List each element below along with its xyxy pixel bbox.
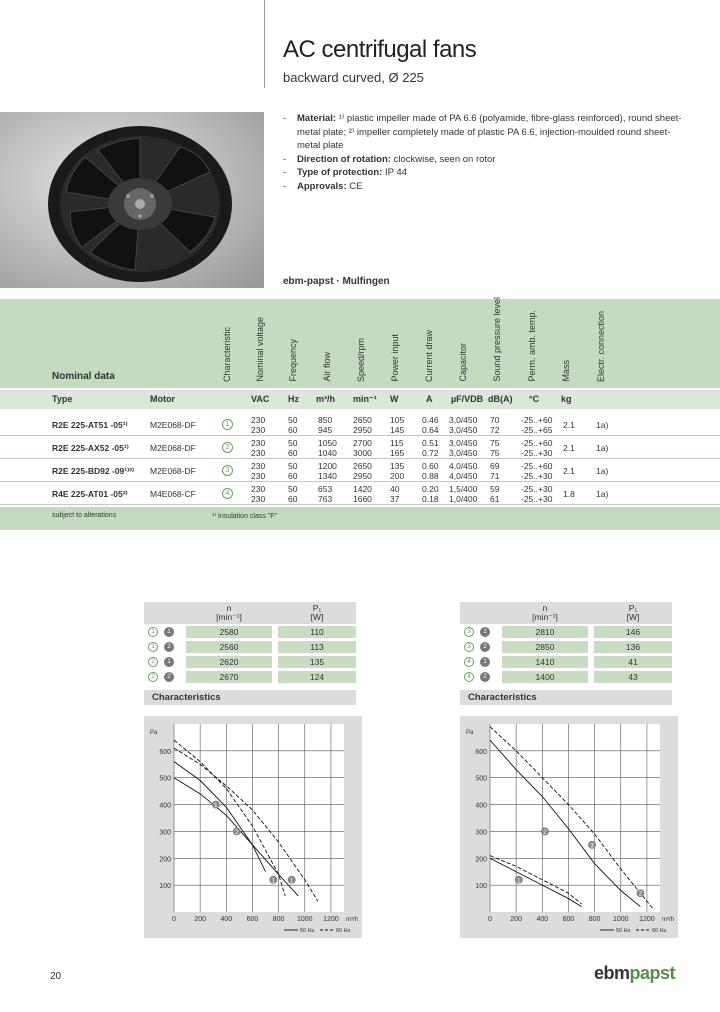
op-right-p-unit: [W] — [626, 612, 640, 622]
op-speed: 1410 — [502, 656, 588, 668]
col-power: Power input — [390, 334, 400, 382]
op-power: 136 — [594, 641, 672, 653]
cell-current: 0.51 — [422, 438, 439, 448]
cell-speed: 2650 — [353, 461, 372, 471]
x-tick-label: 600 — [246, 916, 259, 923]
y-tick-label: 100 — [475, 883, 487, 891]
unit-vac: VAC — [251, 394, 270, 404]
col-mass: Mass — [561, 360, 571, 382]
x-tick-label: 0 — [488, 916, 492, 923]
cell-hz: 60 — [288, 425, 298, 435]
op-power: 124 — [278, 671, 356, 683]
op-speed: 2620 — [186, 656, 272, 668]
unit-speed: min⁻¹ — [353, 394, 377, 404]
curve-marker: 2 — [148, 657, 158, 667]
footnote-insulation: ¹⁾ Insulation class "F" — [212, 513, 278, 520]
op-right-n-unit: [min⁻¹] — [532, 612, 558, 622]
op-power: 146 — [594, 626, 672, 638]
cell-vac: 230 — [251, 484, 266, 494]
cell-hz: 50 — [288, 438, 298, 448]
cell-speed: 3000 — [353, 448, 372, 458]
cell-speed: 2700 — [353, 438, 372, 448]
cell-current: 0.20 — [422, 484, 439, 494]
feature-rotation: - Direction of rotation: clockwise, seen on rotor — [283, 153, 683, 167]
cell-current: 0.88 — [422, 471, 439, 481]
cell-temp: -25..+30 — [521, 448, 553, 458]
col-sound: Sound pressure level — [492, 297, 502, 382]
cell-mass: 2.1 — [563, 420, 575, 430]
point-marker: 1 — [164, 657, 174, 667]
y-tick-label: 400 — [159, 802, 171, 810]
y-tick-label: 600 — [475, 748, 487, 756]
curve-marker: 1 — [148, 642, 158, 652]
table-units-row — [0, 390, 720, 409]
curve-marker: 3 — [464, 642, 474, 652]
y-tick-label: 100 — [159, 883, 171, 891]
cell-temp: -25..+60 — [521, 461, 553, 471]
legend-60hz: 60 Hz — [652, 928, 667, 934]
x-tick-label: 600 — [562, 916, 575, 923]
col-current: Current draw — [424, 329, 434, 382]
cell-vac: 230 — [251, 438, 266, 448]
company-name: ebm-papst · Mulfingen — [283, 276, 390, 287]
fan-photo — [0, 112, 264, 288]
unit-cap: µF/VDB — [451, 394, 484, 404]
cell-cap: 4,0/450 — [449, 461, 478, 471]
op-speed: 2810 — [502, 626, 588, 638]
cell-cap: 3,0/450 — [449, 448, 478, 458]
col-capacitor: Capacitor — [458, 343, 468, 382]
cell-db: 71 — [490, 471, 500, 481]
y-tick-label: 300 — [475, 829, 487, 837]
unit-power: W — [390, 394, 399, 404]
col-voltage: Nominal voltage — [255, 317, 265, 382]
col-connection: Electr. connection — [596, 310, 606, 382]
x-tick-label: 0 — [172, 916, 176, 923]
unit-hz: Hz — [288, 394, 299, 404]
chart-left-panel — [144, 716, 362, 938]
cell-db: 69 — [490, 461, 500, 471]
op-row — [460, 641, 672, 654]
row-type: R2E 225-AT51 -05¹⁾ — [52, 420, 128, 430]
cell-mass: 2.1 — [563, 443, 575, 453]
x-tick-label: 800 — [588, 916, 601, 923]
unit-motor: Motor — [150, 394, 175, 404]
footnote-alterations: subject to alterations — [52, 512, 117, 519]
op-row — [460, 671, 672, 684]
cell-hz: 50 — [288, 484, 298, 494]
cell-db: 70 — [490, 415, 500, 425]
page-title: AC centrifugal fans — [283, 36, 477, 63]
cell-hz: 60 — [288, 471, 298, 481]
op-power: 43 — [594, 671, 672, 683]
y-tick-label: 400 — [475, 802, 487, 810]
cell-flow: 1200 — [318, 461, 337, 471]
row-type: R4E 225-AT01 -05²⁾ — [52, 489, 128, 499]
cell-current: 0.72 — [422, 448, 439, 458]
y-tick-label: 200 — [475, 856, 487, 864]
unit-flow: m³/h — [316, 394, 335, 404]
cell-flow: 653 — [318, 484, 333, 494]
cell-hz: 60 — [288, 448, 298, 458]
feature-material: - Material: ¹⁾ plastic impeller made of PA 6.6 (polyamide, fibre-glass reinforced), round sheet-metal plate; ²⁾ impeller completely made of plastic PA 6.6, injection-moulded round sheet-metal plate — [283, 112, 683, 153]
op-row — [460, 656, 672, 669]
table-header — [0, 299, 720, 388]
op-left-n-unit: [min⁻¹] — [216, 612, 242, 622]
point-marker: 1 — [480, 627, 490, 637]
cell-vac: 230 — [251, 494, 266, 504]
operating-point-label: 2 — [235, 829, 239, 836]
curve-marker: 4 — [464, 672, 474, 682]
cell-power: 40 — [390, 484, 400, 494]
cell-flow: 1340 — [318, 471, 337, 481]
curve-marker: 4 — [464, 657, 474, 667]
chart-right-panel — [460, 716, 678, 938]
cell-vac: 230 — [251, 461, 266, 471]
cell-flow: 763 — [318, 494, 333, 504]
op-speed: 2560 — [186, 641, 272, 653]
point-marker: 2 — [164, 672, 174, 682]
table-row — [0, 437, 720, 459]
curve-marker: 3 — [464, 627, 474, 637]
cell-current: 0.18 — [422, 494, 439, 504]
plot-area — [490, 724, 660, 912]
cell-flow: 1050 — [318, 438, 337, 448]
point-marker: 1 — [164, 627, 174, 637]
cell-mass: 1.8 — [563, 489, 575, 499]
cell-vac: 230 — [251, 425, 266, 435]
cell-cap: 1,5/400 — [449, 484, 478, 494]
cell-speed: 2650 — [353, 415, 372, 425]
cell-temp: -25..+60 — [521, 438, 553, 448]
cell-temp: -25..+30 — [521, 484, 553, 494]
chart-left — [144, 716, 362, 938]
op-power: 41 — [594, 656, 672, 668]
unit-mass: kg — [561, 394, 572, 404]
table-row — [0, 414, 720, 436]
col-airflow: Air flow — [322, 352, 332, 382]
operating-points-right — [460, 602, 672, 684]
cell-current: 0.46 — [422, 415, 439, 425]
header-divider — [264, 0, 265, 88]
cell-temp: -25..+30 — [521, 494, 553, 504]
cell-power: 165 — [390, 448, 405, 458]
cell-power: 37 — [390, 494, 400, 504]
cell-vac: 230 — [251, 415, 266, 425]
x-tick-label: 1000 — [296, 916, 313, 923]
cell-flow: 1040 — [318, 448, 337, 458]
cell-speed: 2950 — [353, 471, 372, 481]
cell-speed: 2950 — [353, 425, 372, 435]
cell-cap: 4,0/450 — [449, 471, 478, 481]
cell-temp: -25..+65 — [521, 425, 553, 435]
characteristic-marker: 3 — [222, 465, 233, 476]
op-row — [144, 671, 356, 684]
row-motor: M2E068-DF — [150, 420, 196, 430]
row-type: R2E 225-AX52 -05¹⁾ — [52, 443, 129, 453]
characteristics-label-right: Characteristics — [460, 690, 672, 705]
op-row — [144, 656, 356, 669]
table-title: Nominal data — [52, 371, 115, 382]
cell-power: 145 — [390, 425, 405, 435]
y-unit-label: Pa — [466, 730, 474, 736]
page-subtitle: backward curved, Ø 225 — [283, 70, 424, 85]
col-characteristic: Characteristic — [222, 326, 232, 382]
cell-connection: 1a) — [596, 420, 609, 430]
table-footer — [0, 507, 720, 530]
op-left-head — [144, 602, 356, 624]
operating-point-label: 2 — [543, 829, 547, 836]
point-marker: 2 — [480, 642, 490, 652]
x-unit-label: m³/h — [346, 917, 358, 923]
y-tick-label: 300 — [159, 829, 171, 837]
feature-list — [283, 112, 683, 193]
op-right-p: P₁ — [628, 603, 638, 613]
point-marker: 2 — [480, 672, 490, 682]
x-tick-label: 1200 — [639, 916, 655, 923]
cell-power: 115 — [390, 438, 404, 448]
point-marker: 2 — [164, 642, 174, 652]
feature-approvals: - Approvals: CE — [283, 180, 683, 194]
cell-hz: 50 — [288, 461, 298, 471]
cell-hz: 60 — [288, 494, 298, 504]
x-unit-label: m³/h — [662, 917, 674, 923]
legend-50hz: 50 Hz — [616, 928, 631, 934]
cell-vac: 230 — [251, 471, 266, 481]
cell-power: 200 — [390, 471, 405, 481]
op-speed: 1400 — [502, 671, 588, 683]
x-tick-label: 1200 — [323, 916, 339, 923]
table-row — [0, 483, 720, 505]
row-motor: M2E068-DF — [150, 466, 196, 476]
op-power: 110 — [278, 626, 356, 638]
y-unit-label: Pa — [150, 730, 158, 736]
operating-points-left — [144, 602, 356, 684]
characteristic-marker: 4 — [222, 488, 233, 499]
operating-point-label: 1 — [290, 878, 294, 885]
cell-cap: 3,0/450 — [449, 438, 478, 448]
cell-speed: 1660 — [353, 494, 372, 504]
row-motor: M2E068-DF — [150, 443, 196, 453]
cell-db: 72 — [490, 425, 500, 435]
y-tick-label: 600 — [159, 748, 171, 756]
cell-db: 75 — [490, 438, 500, 448]
row-motor: M4E068-CF — [150, 489, 196, 499]
characteristic-marker: 1 — [222, 419, 233, 430]
brand-logo: ebmpapst — [594, 963, 676, 983]
op-right-n: n — [542, 603, 548, 613]
op-left-n: n — [226, 603, 232, 613]
op-left-p-unit: [W] — [310, 612, 324, 622]
op-power: 135 — [278, 656, 356, 668]
unit-type: Type — [52, 394, 73, 404]
op-speed: 2850 — [502, 641, 588, 653]
curve-marker: 2 — [148, 672, 158, 682]
col-temp: Perm. amb. temp. — [527, 310, 537, 382]
col-frequency: Frequency — [288, 339, 298, 382]
cell-cap: 3,0/450 — [449, 415, 478, 425]
cell-db: 59 — [490, 484, 500, 494]
x-tick-label: 400 — [536, 916, 549, 923]
x-tick-label: 1000 — [612, 916, 629, 923]
operating-point-label: 1 — [271, 878, 276, 885]
page-number: 20 — [50, 971, 62, 982]
cell-flow: 945 — [318, 425, 333, 435]
operating-point-label: 2 — [638, 891, 643, 898]
cell-vac: 230 — [251, 448, 266, 458]
cell-current: 0.64 — [422, 425, 439, 435]
cell-speed: 1420 — [353, 484, 372, 494]
cell-db: 61 — [490, 494, 500, 504]
feature-protection: - Type of protection: IP 44 — [283, 166, 683, 180]
legend-50hz: 50 Hz — [300, 928, 315, 934]
cell-cap: 3,0/450 — [449, 425, 478, 435]
cell-current: 0.60 — [422, 461, 439, 471]
cell-power: 135 — [390, 461, 405, 471]
op-power: 113 — [278, 641, 356, 653]
curve-marker: 1 — [148, 627, 158, 637]
y-tick-label: 500 — [159, 775, 171, 783]
op-left-p: P₁ — [312, 603, 322, 613]
cell-hz: 50 — [288, 415, 298, 425]
unit-db: dB(A) — [488, 394, 513, 404]
point-marker: 1 — [480, 657, 490, 667]
x-tick-label: 800 — [272, 916, 285, 923]
y-tick-label: 500 — [475, 775, 487, 783]
cell-connection: 1a) — [596, 466, 609, 476]
unit-temp: °C — [529, 394, 540, 404]
op-row — [144, 641, 356, 654]
operating-point-label: 1 — [517, 878, 521, 885]
cell-cap: 1,0/400 — [449, 494, 478, 504]
cell-connection: 1a) — [596, 489, 609, 499]
legend-60hz: 60 Hz — [336, 928, 351, 934]
characteristic-marker: 2 — [222, 442, 233, 453]
fan-image — [0, 112, 264, 288]
op-speed: 2670 — [186, 671, 272, 683]
cell-db: 75 — [490, 448, 500, 458]
row-type: R2E 225-BD92 -09¹⁾²⁾ — [52, 466, 135, 476]
cell-connection: 1a) — [596, 443, 609, 453]
x-tick-label: 400 — [220, 916, 233, 923]
cell-power: 105 — [390, 415, 405, 425]
cell-flow: 850 — [318, 415, 333, 425]
op-speed: 2580 — [186, 626, 272, 638]
cell-temp: -25..+60 — [521, 415, 553, 425]
op-right-head — [460, 602, 672, 624]
y-tick-label: 200 — [159, 856, 171, 864]
chart-right — [460, 716, 678, 938]
unit-current: A — [426, 394, 433, 404]
table-row — [0, 460, 720, 482]
x-tick-label: 200 — [510, 916, 522, 923]
cell-temp: -25..+30 — [521, 471, 553, 481]
op-row — [144, 626, 356, 639]
x-tick-label: 200 — [194, 916, 206, 923]
col-speed: Speed/rpm — [356, 337, 366, 382]
characteristics-label-left: Characteristics — [144, 690, 356, 705]
operating-point-label: 1 — [214, 803, 218, 810]
op-row — [460, 626, 672, 639]
operating-point-label: 3 — [590, 843, 594, 850]
cell-mass: 2.1 — [563, 466, 575, 476]
